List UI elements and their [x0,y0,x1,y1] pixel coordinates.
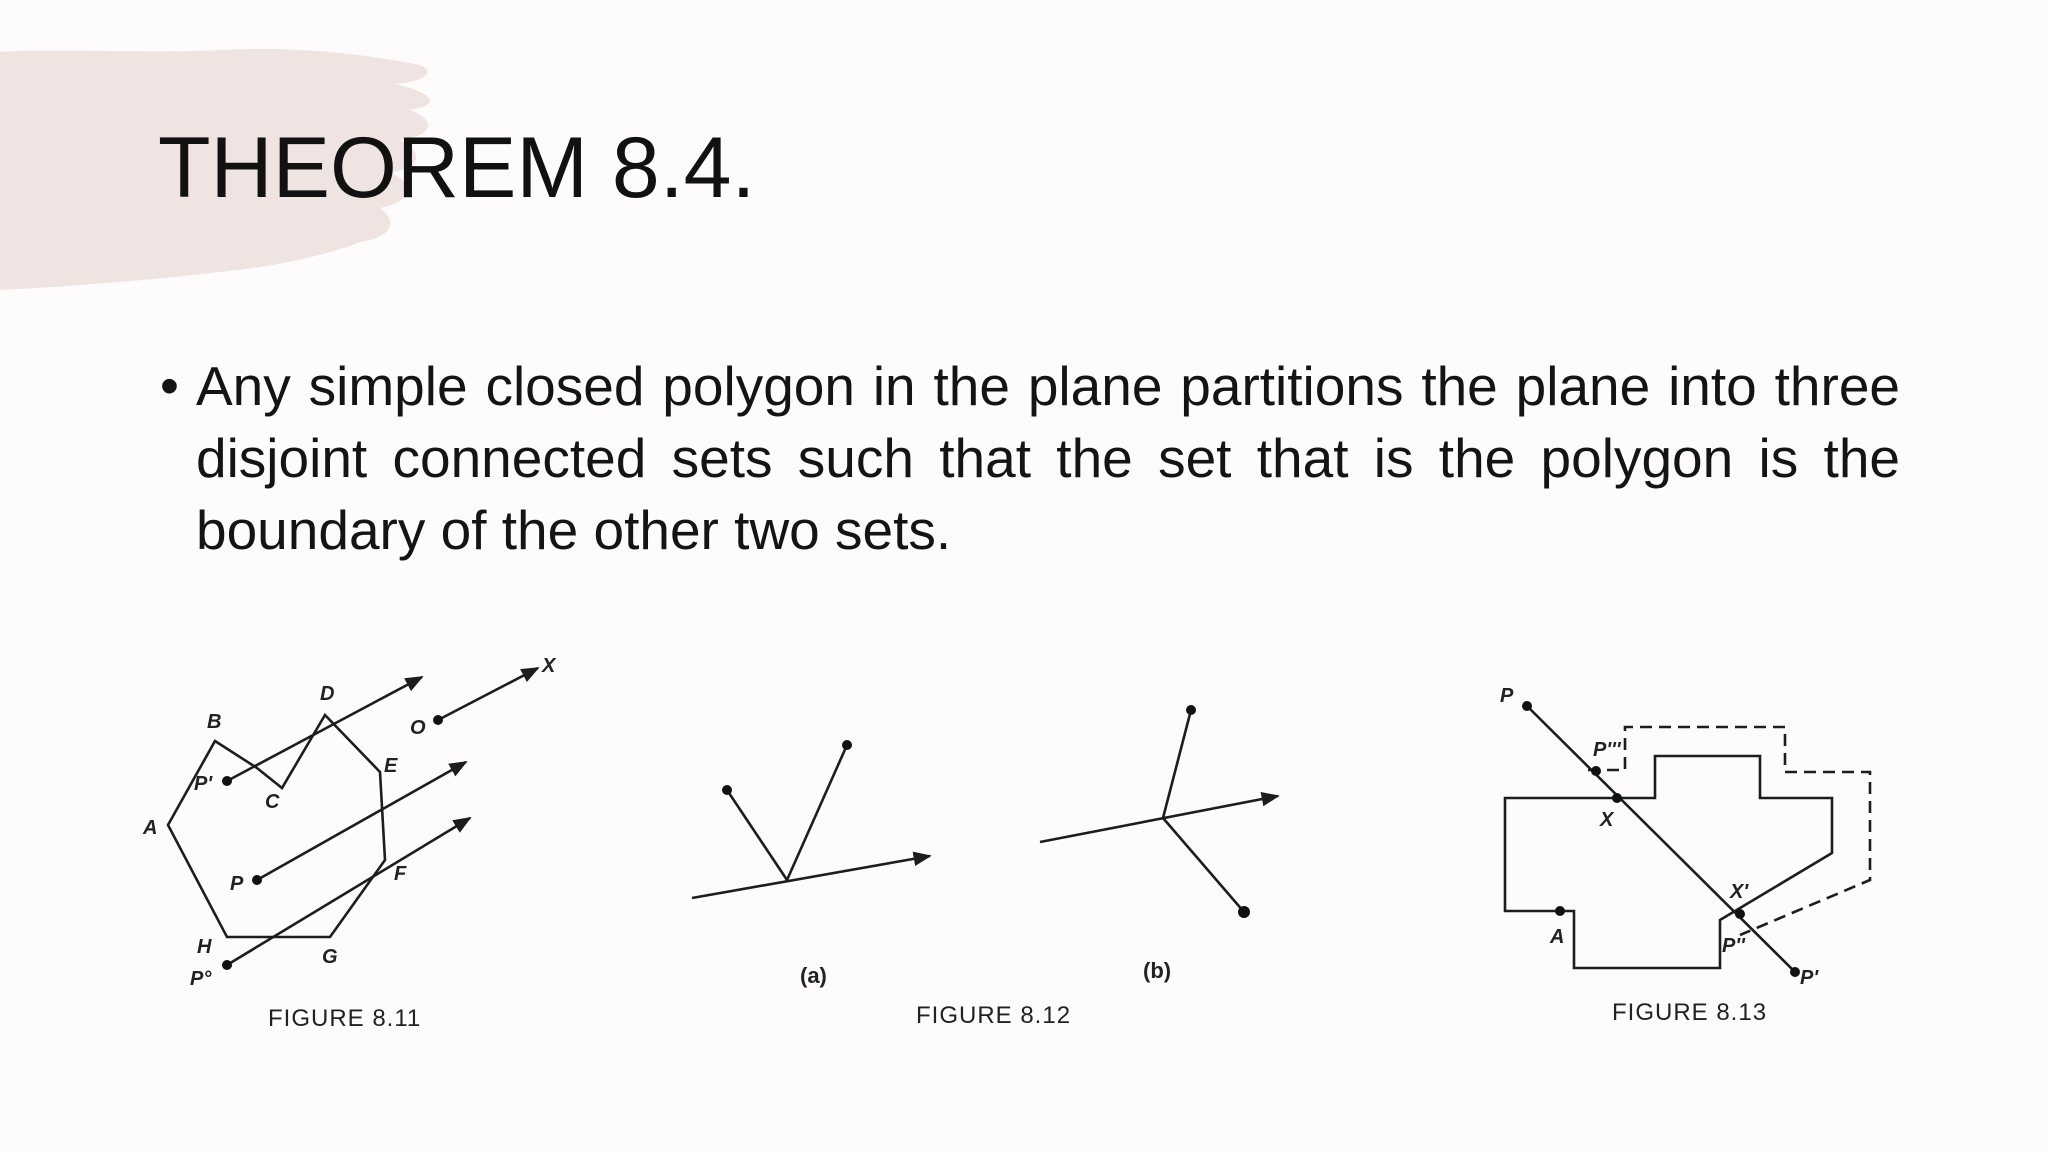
label-p-prime: P' [194,773,213,795]
endpoint-a-left [722,785,732,795]
segment-a-right [787,745,847,880]
point-x-prime [1735,909,1745,919]
figure-8-11 [142,655,557,1032]
sublabel-b: (b) [1143,958,1172,983]
label-x: X [542,655,556,677]
ray-a [692,856,930,898]
dashed-detour [1588,727,1870,935]
label-p: P [1500,685,1514,707]
polygon-abcdefgh [168,715,385,937]
label-h: H [197,936,212,958]
slide-title: THEOREM 8.4. [158,120,756,216]
figure-8-12-caption: FIGURE 8.12 [916,1002,1072,1029]
label-f: F [394,863,407,885]
ray-from-p-prime [227,677,422,781]
point-p-prime [1790,967,1800,977]
segment-a-left [727,790,787,880]
label-p-prime: P' [1800,967,1819,989]
line-p-to-p-prime [1527,706,1795,972]
figure-8-13-caption: FIGURE 8.13 [1612,999,1768,1026]
ray-from-p [257,762,466,880]
label-p-triple-prime: P''' [1593,739,1621,761]
label-d: D [320,683,335,705]
point-x [1612,793,1622,803]
endpoint-b-bottom [1238,906,1250,918]
label-a: A [1550,926,1565,948]
segment-b-top [1163,710,1191,818]
ray-b [1040,796,1278,842]
label-p: P [230,873,244,895]
point-p [1522,701,1532,711]
label-o: O [410,717,426,739]
segment-b-bottom [1163,818,1244,912]
sublabel-a: (a) [800,963,827,988]
label-g: G [322,946,338,968]
endpoint-b-top [1186,705,1196,715]
ray-from-o [438,668,538,720]
bullet-item [160,350,1900,566]
cross-polygon [1505,756,1832,968]
bullet-text: Any simple closed polygon in the plane partitions the plane into three disjoint connected sets such that the set that is the polygon is the boundary of the other two sets. [196,355,1900,561]
point-o [433,715,443,725]
figure-8-12 [692,705,1278,1029]
point-a [1555,906,1565,916]
ray-from-p-degree [227,818,470,965]
point-p-triple-prime [1591,766,1601,776]
figure-8-13 [1500,685,1870,1026]
endpoint-a-right [842,740,852,750]
label-p-double-prime: P'' [1722,935,1745,957]
point-p [252,875,262,885]
bullet-list [160,350,1900,566]
label-e: E [384,755,398,777]
label-c: C [265,791,280,813]
point-p-prime [222,776,232,786]
label-x: X [1600,809,1614,831]
label-x-prime: X' [1730,881,1749,903]
figure-8-11-caption: FIGURE 8.11 [268,1005,422,1032]
label-a: A [143,817,158,839]
label-p-degree: P° [190,968,212,990]
bullet-marker: • [160,356,179,416]
point-p-degree [222,960,232,970]
label-b: B [207,711,222,733]
